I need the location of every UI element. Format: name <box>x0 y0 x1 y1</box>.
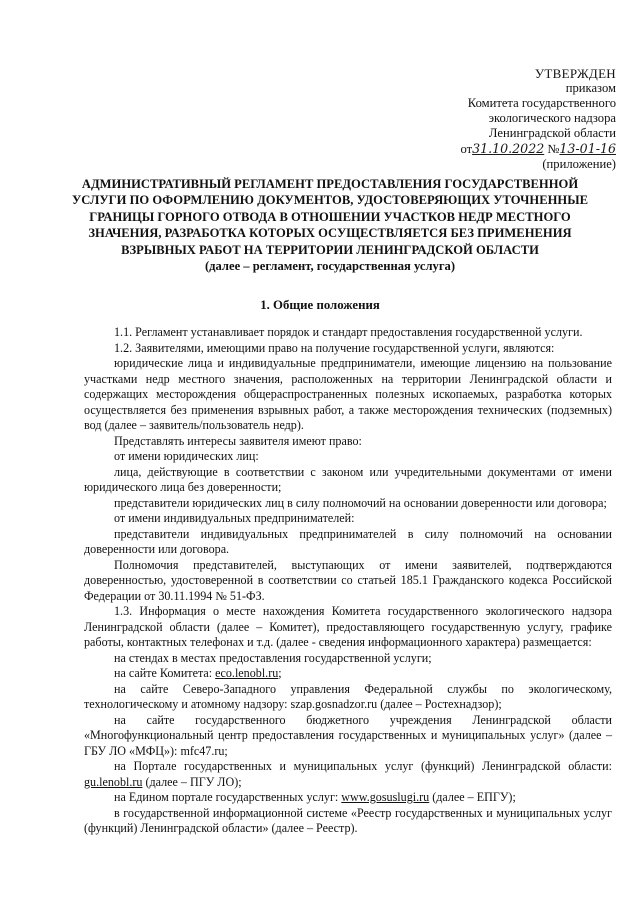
paragraph: представители индивидуальных предпринимателей в силу полномочий на основании доверенности или договора. <box>84 526 612 556</box>
text-span: на Едином портале государственных услуг: <box>114 790 342 804</box>
approval-date-line <box>460 141 616 157</box>
paragraph: юридические лица и индивидуальные предприниматели, имеющие лицензию на пользование участками недр местного значения, расположенных на территории Ленинградской области и содержащих месторождения общераспространенных полезных ископаемых, разработка которых осуществляется без применения взрывных работ, а также месторождения технических (подземных) вод (далее – заявитель/пользователь недр). <box>84 356 612 432</box>
paragraph: 1.1. Регламент устанавливает порядок и стандарт предоставления государственной услуги. <box>114 325 583 339</box>
text-span: (далее – ПГУ ЛО); <box>142 774 242 789</box>
number-prefix: № <box>547 142 560 156</box>
paragraph: на сайте Северо-Западного управления Федеральной службы по экологическому, технологическому и атомному надзору: szap.gosnadzor.ru (далее – Ростехнадзор); <box>84 681 612 711</box>
paragraph: 1.3. Информация о месте нахождения Комитета государственного экологического надзора Ленинградской области (далее – Комитет), предоставляющего государственную услугу, графике работы, контактных телефонах и т.д. (далее - сведения информационного характера) размещается: <box>84 604 612 649</box>
text-span: на сайте Комитета: <box>114 666 216 680</box>
document-title <box>56 176 604 274</box>
paragraph: 1.2. Заявителями, имеющими право на получение государственной услуги, являются: <box>114 340 555 355</box>
title-subtitle: (далее – регламент, государственная услуга) <box>204 259 456 274</box>
approval-heading: УТВЕРЖДЕН <box>534 66 616 81</box>
paragraph <box>84 666 612 682</box>
text-span: (далее – ЕПГУ); <box>429 790 516 804</box>
paragraph: от имени юридических лиц: <box>114 449 259 463</box>
approval-line: Комитета государственного <box>467 96 616 110</box>
approval-line: экологического надзора <box>488 111 616 125</box>
gosuslugi-link[interactable]: www.gosuslugi.ru <box>341 790 430 804</box>
approval-stamp <box>460 66 616 172</box>
text-span: на Портале государственных и муниципальных услуг (функций) Ленинградской области: <box>114 759 612 773</box>
paragraph: лица, действующие в соответствии с законом или учредительными документами от имени юридического лица без доверенности; <box>84 464 612 494</box>
paragraph: на стендах в местах предоставления государственной услуги; <box>114 650 432 665</box>
paragraph: на сайте государственного бюджетного учреждения Ленинградской области «Многофункциональный центр предоставления государственных и муниципальных услуг» (далее – ГБУ ЛО «МФЦ»): mfc47.ru; <box>84 712 612 758</box>
paragraph <box>84 790 612 806</box>
approval-line: приказом <box>565 81 616 95</box>
text-span: ; <box>278 666 282 680</box>
paragraph: от имени индивидуальных предпринимателей: <box>114 511 355 525</box>
title-text: АДМИНИСТРАТИВНЫЙ РЕГЛАМЕНТ ПРЕДОСТАВЛЕНИЯ ГОСУДАРСТВЕННОЙ УСЛУГИ ПО ОФОРМЛЕНИЮ ДОКУМЕНТОВ, УДОСТОВЕРЯЮЩИХ УТОЧНЕННЫЕ ГРАНИЦЫ ГОРНОГО ОТВОДА В ОТНОШЕНИИ УЧАСТКОВ НЕДР МЕСТНОГО ЗНАЧЕНИЯ, РАЗРАБОТКА КОТОРЫХ ОСУЩЕСТВЛЯЕТСЯ БЕЗ ПРИМЕНЕНИЯ ВЗРЫВНЫХ РАБОТ НА ТЕРРИТОРИИ ЛЕНИНГРАДСКОЙ ОБЛАСТИ <box>72 177 588 257</box>
portal-link[interactable]: gu.lenobl.ru <box>84 774 143 789</box>
approval-annex: (приложение) <box>542 157 616 171</box>
paragraph: представители юридических лиц в силу полномочий на основании доверенности или договора; <box>114 495 607 510</box>
paragraph: в государственной информационной системе «Реестр государственных и муниципальных услуг (функций) Ленинградской области» (далее – Реестр). <box>84 805 612 835</box>
paragraph <box>84 759 612 790</box>
document-body <box>84 325 612 837</box>
paragraph: Представлять интересы заявителя имеют право: <box>114 433 362 448</box>
section-heading: 1. Общие положения <box>260 298 380 312</box>
site-link[interactable]: eco.lenobl.ru <box>215 666 279 680</box>
date-prefix: от <box>460 142 473 156</box>
approval-line: Ленинградской области <box>488 126 616 140</box>
handwritten-date: 31.10.2022 <box>472 141 545 156</box>
paragraph: Полномочия представителей, выступающих от имени заявителей, подтверждаются доверенностью, удостоверенной в соответствии со статьей 185.1 Гражданского кодекса Российской Федерации от 30.11.1994 № 51-ФЗ. <box>84 557 612 603</box>
handwritten-number: 13-01-16 <box>559 141 616 156</box>
